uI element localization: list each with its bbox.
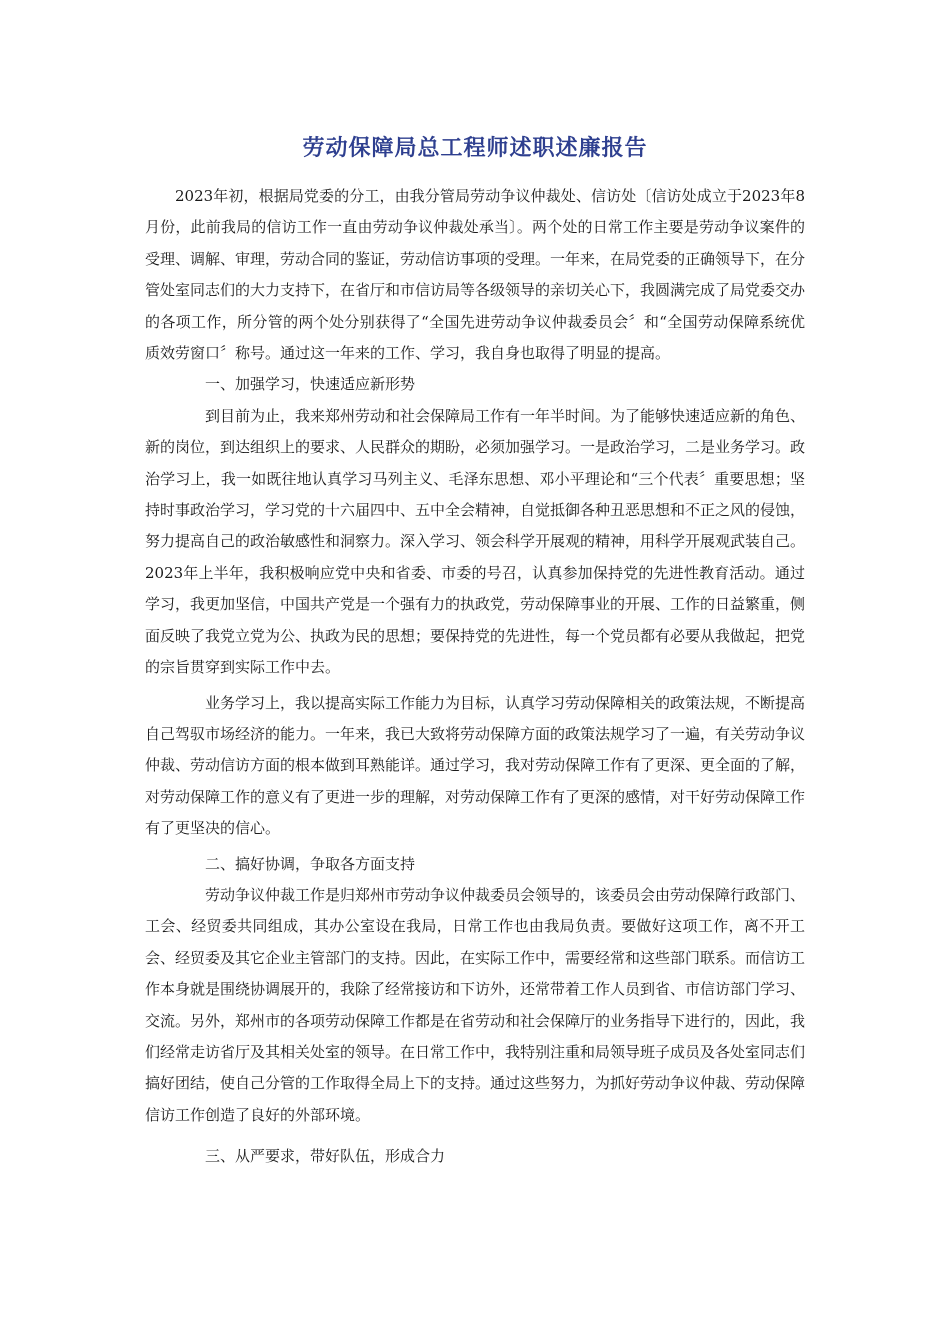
document-body xyxy=(145,181,805,1173)
paragraph-intro: 2023年初，根据局党委的分工，由我分管局劳动争议仲裁处、信访处〔信访处成立于2023年8月份，此前我局的信访工作一直由劳动争议仲裁处承当〕。两个处的日常工作主要是劳动争议案件的受理、调解、审理，劳动合同的鉴证，劳动信访事项的受理。一年来，在局党委的正确领导下，在分管处室同志们的大力支持下，在省厅和市信访局等各级领导的亲切关心下，我圆满完成了局党委交办的各项工作，所分管的两个处分别获得了“全国先进劳动争议仲裁委员会〞和“全国劳动保障系统优质效劳窗口〞称号。通过这一年来的工作、学习，我自身也取得了明显的提高。 xyxy=(145,187,806,363)
paragraph-coordination: 劳动争议仲裁工作是归郑州市劳动争议仲裁委员会领导的，该委员会由劳动保障行政部门、工会、经贸委共同组成，其办公室设在我局，日常工作也由我局负责。要做好这项工作，离不开工会、经贸委及其它企业主管部门的支持。因此，在实际工作中，需要经常和这些部门联系。而信访工作本身就是围绕协调展开的，我除了经常接访和下访外，还常带着工作人员到省、市信访部门学习、交流。另外，郑州市的各项劳动保障工作都是在省劳动和社会保障厅的业务指导下进行的，因此，我们经常走访省厅及其相关处室的领导。在日常工作中，我特别注重和局领导班子成员及各处室同志们搞好团结，使自己分管的工作取得全局上下的支持。通过这些努力，为抓好劳动争议仲裁、劳动保障信访工作创造了良好的外部环境。 xyxy=(145,885,806,1124)
paragraph-study-1: 到目前为止，我来郑州劳动和社会保障局工作有一年半时间。为了能够快速适应新的角色、新的岗位，到达组织上的要求、人民群众的期盼，必须加强学习。一是政治学习，二是业务学习。政治学习上，我一如既往地认真学习马列主义、毛泽东思想、邓小平理论和“三个代表〞重要思想；坚持时事政治学习，学习党的十六届四中、五中全会精神，自觉抵御各种丑恶思想和不正之风的侵蚀，努力提高自己的政治敏感性和洞察力。深入学习、领会科学开展观的精神，用科学开展观武装自己。2023年上半年，我积极响应党中央和省委、市委的号召，认真参加保持党的先进性教育活动。通过学习，我更加坚信，中国共产党是一个强有力的执政党，劳动保障事业的开展、工作的日益繁重，侧面反映了我党立党为公、执政为民的思想；要保持党的先进性，每一个党员都有必要从我做起，把党的宗旨贯穿到实际工作中去。 xyxy=(145,406,806,677)
document-title: 劳动保障局总工程师述职述廉报告 xyxy=(302,136,648,161)
section-heading-1: 一、加强学习，快速适应新形势 xyxy=(205,375,416,394)
paragraph-study-2: 业务学习上，我以提高实际工作能力为目标，认真学习劳动保障相关的政策法规，不断提高自己驾驭市场经济的能力。一年来，我已大致将劳动保障方面的政策法规学习了一遍，有关劳动争议仲裁、劳动信访方面的根本做到耳熟能详。通过学习，我对劳动保障工作有了更深、更全面的了解，对劳动保障工作的意义有了更进一步的理解，对劳动保障工作有了更深的感情，对干好劳动保障工作有了更坚决的信心。 xyxy=(145,693,806,838)
section-heading-3: 三、从严要求，带好队伍，形成合力 xyxy=(205,1147,446,1166)
section-heading-2: 二、搞好协调，争取各方面支持 xyxy=(205,854,416,873)
